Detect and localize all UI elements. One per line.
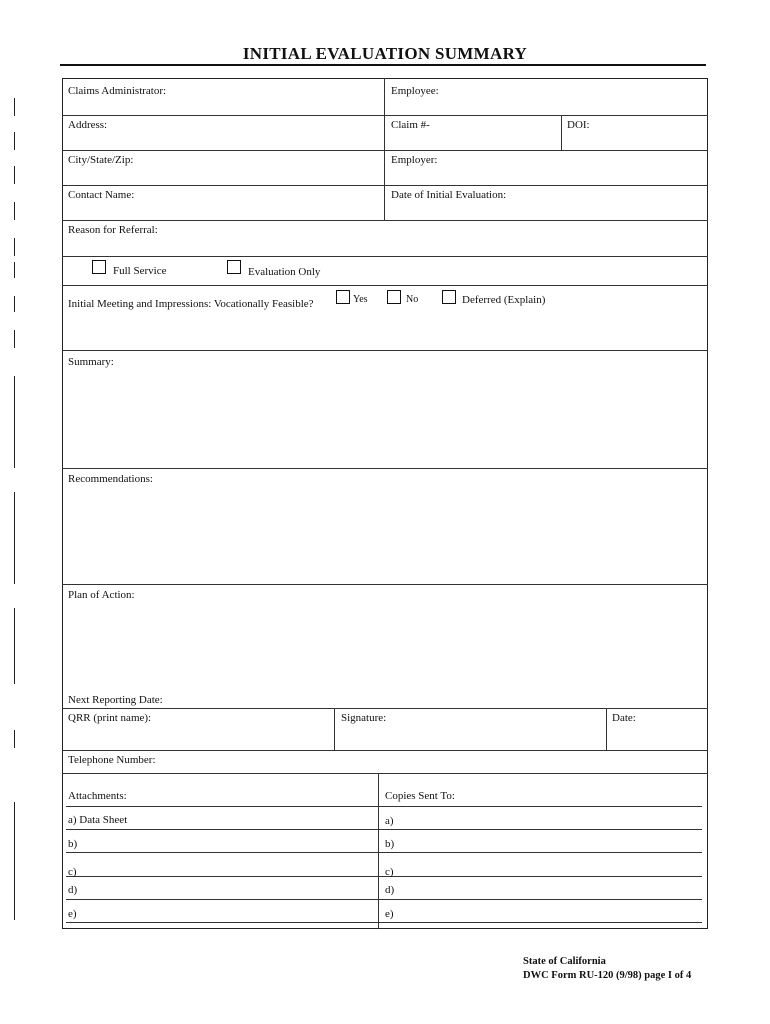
no-checkbox[interactable] (387, 290, 401, 304)
copies-item: c) (385, 866, 394, 878)
employee-label: Employee: (391, 85, 439, 97)
footer-state: State of California (523, 956, 606, 967)
row-divider (62, 584, 708, 585)
margin-mark (14, 376, 15, 468)
row-divider (66, 876, 702, 877)
plan-of-action-label: Plan of Action: (68, 589, 135, 601)
yes-checkbox[interactable] (336, 290, 350, 304)
margin-mark (14, 262, 15, 278)
row-divider (66, 829, 702, 830)
margin-mark (14, 730, 15, 748)
margin-mark (14, 330, 15, 348)
full-service-checkbox[interactable] (92, 260, 106, 274)
margin-mark (14, 802, 15, 920)
column-divider (334, 708, 335, 750)
summary-label: Summary: (68, 356, 114, 368)
margin-mark (14, 492, 15, 584)
evaluation-only-label: Evaluation Only (248, 266, 321, 278)
plan-of-action-field[interactable] (64, 604, 706, 690)
copies-sent-to-header: Copies Sent To: (385, 790, 455, 802)
margin-mark (14, 98, 15, 116)
page-title: INITIAL EVALUATION SUMMARY (242, 44, 528, 63)
margin-mark (14, 202, 15, 220)
copies-item: d) (385, 884, 395, 896)
attachment-item: b) (68, 838, 78, 850)
contact-name-label: Contact Name: (68, 189, 135, 201)
attachment-item: e) (68, 908, 77, 920)
column-divider (378, 773, 379, 929)
doi-label: DOI: (567, 119, 590, 131)
row-divider (62, 750, 708, 751)
attachment-item: d) (68, 884, 78, 896)
copies-item: b) (385, 838, 395, 850)
row-divider (62, 773, 708, 774)
summary-field[interactable] (64, 370, 706, 466)
recommendations-field[interactable] (64, 488, 706, 582)
vocational-question: Initial Meeting and Impressions: Vocationally Feasible? (68, 298, 314, 310)
row-divider (62, 150, 708, 151)
deferred-label: Deferred (Explain) (462, 294, 546, 306)
column-divider (561, 115, 562, 150)
row-divider (62, 115, 708, 116)
telephone-number-label: Telephone Number: (68, 754, 156, 766)
deferred-checkbox[interactable] (442, 290, 456, 304)
row-divider (66, 922, 702, 923)
attachments-header: Attachments: (68, 790, 127, 802)
copies-item: a) (385, 815, 394, 827)
copies-item: e) (385, 908, 394, 920)
date-initial-evaluation-label: Date of Initial Evaluation: (391, 189, 507, 201)
row-divider (62, 220, 708, 221)
yes-label: Yes (353, 294, 368, 305)
attachment-item: c) (68, 866, 77, 878)
column-divider (384, 78, 385, 220)
margin-mark (14, 166, 15, 184)
margin-mark (14, 608, 15, 684)
row-divider (62, 468, 708, 469)
margin-mark (14, 132, 15, 150)
row-divider (62, 708, 708, 709)
qrr-print-name-label: QRR (print name): (68, 712, 152, 724)
margin-mark (14, 238, 15, 256)
column-divider (606, 708, 607, 750)
recommendations-label: Recommendations: (68, 473, 153, 485)
footer-form-id: DWC Form RU-120 (9/98) page I of 4 (523, 970, 692, 981)
row-divider (62, 185, 708, 186)
signature-label: Signature: (341, 712, 387, 724)
next-reporting-date-label: Next Reporting Date: (68, 694, 163, 706)
date-label: Date: (612, 712, 636, 724)
row-divider (62, 350, 708, 351)
row-divider (66, 899, 702, 900)
employer-label: Employer: (391, 154, 438, 166)
margin-mark (14, 296, 15, 312)
full-service-label: Full Service (113, 265, 167, 277)
claim-number-label: Claim #- (391, 119, 430, 131)
row-divider (62, 256, 708, 257)
row-divider (62, 285, 708, 286)
row-divider (66, 852, 702, 853)
title-underline (60, 64, 706, 66)
claims-administrator-label: Claims Administrator: (68, 85, 167, 97)
attachment-item: a) Data Sheet (68, 814, 128, 826)
no-label: No (406, 294, 419, 305)
evaluation-only-checkbox[interactable] (227, 260, 241, 274)
address-label: Address: (68, 119, 108, 131)
row-divider (66, 806, 702, 807)
city-state-zip-label: City/State/Zip: (68, 154, 134, 166)
reason-for-referral-label: Reason for Referral: (68, 224, 158, 236)
